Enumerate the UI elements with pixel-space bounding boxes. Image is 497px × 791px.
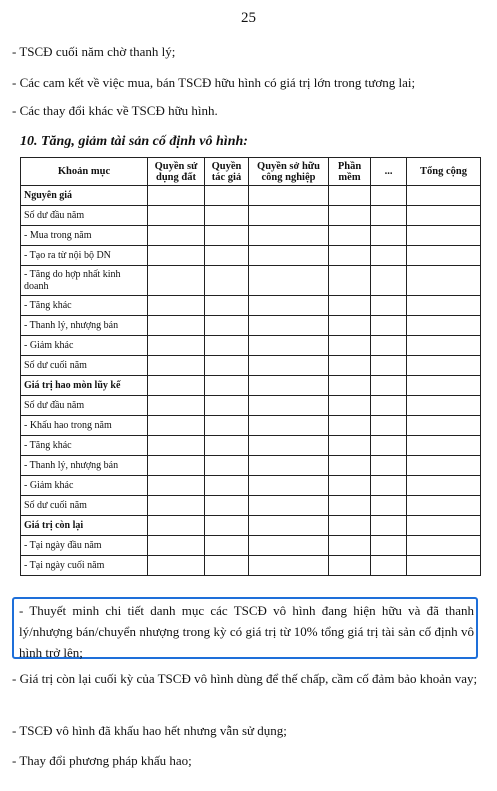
table-cell: [371, 556, 407, 576]
table-cell: [249, 476, 329, 496]
table-cell: [371, 356, 407, 376]
table-cell: [371, 266, 407, 296]
intro-item-3: - Các thay đổi khác về TSCĐ hữu hình.: [12, 103, 218, 118]
table-cell: [249, 516, 329, 536]
table-cell: [329, 536, 371, 556]
table-cell: [205, 296, 249, 316]
table-cell: [407, 556, 481, 576]
table-cell: [249, 536, 329, 556]
table-cell: [371, 226, 407, 246]
table-cell: [205, 456, 249, 476]
table-cell: [371, 476, 407, 496]
table-cell: [371, 536, 407, 556]
table-cell: [205, 336, 249, 356]
table-cell: [205, 206, 249, 226]
table-cell: [371, 296, 407, 316]
table-cell: [148, 376, 205, 396]
header-cell: Quyền sở hữu công nghiệp: [249, 158, 329, 186]
table-row: [21, 356, 481, 376]
table-row: [21, 246, 481, 266]
table-cell: [329, 376, 371, 396]
row-group-label: Nguyên giá: [21, 186, 148, 206]
table-cell: [407, 206, 481, 226]
table-cell: [205, 436, 249, 456]
section-heading: 10. Tăng, giảm tài sản cố định vô hình:: [20, 134, 248, 149]
row-label: - Tăng khác: [21, 436, 148, 456]
row-label: - Tại ngày cuối năm: [21, 556, 148, 576]
table-cell: [371, 416, 407, 436]
table-cell: [329, 336, 371, 356]
row-label: - Khấu hao trong năm: [21, 416, 148, 436]
row-label: - Mua trong năm: [21, 226, 148, 246]
page-number: 25: [241, 10, 256, 26]
table-row: [21, 226, 481, 246]
table-cell: [371, 516, 407, 536]
table-cell: [371, 316, 407, 336]
table-cell: [329, 246, 371, 266]
table-cell: [205, 556, 249, 576]
table-cell: [205, 356, 249, 376]
table-row: [21, 396, 481, 416]
table-cell: [205, 496, 249, 516]
table-cell: [371, 206, 407, 226]
table-cell: [329, 316, 371, 336]
table-row: [21, 206, 481, 226]
table-cell: [407, 316, 481, 336]
table-cell: [407, 536, 481, 556]
table-row: [21, 316, 481, 336]
table-cell: [407, 456, 481, 476]
table-cell: [148, 476, 205, 496]
table-cell: [148, 356, 205, 376]
table-cell: [148, 226, 205, 246]
header-cell: Phần mềm: [329, 158, 371, 186]
table-row: [21, 436, 481, 456]
table-cell: [371, 436, 407, 456]
row-group-label: Giá trị còn lại: [21, 516, 148, 536]
table-cell: [148, 266, 205, 296]
table-cell: [249, 416, 329, 436]
table-cell: [249, 456, 329, 476]
table-cell: [329, 496, 371, 516]
table-cell: [205, 246, 249, 266]
header-cell: ...: [371, 158, 407, 186]
table-cell: [407, 266, 481, 296]
intangible-assets-table: [20, 157, 481, 576]
table-cell: [148, 416, 205, 436]
table-cell: [329, 436, 371, 456]
table-cell: [148, 316, 205, 336]
table-row: [21, 416, 481, 436]
table-cell: [249, 226, 329, 246]
table-cell: [249, 396, 329, 416]
table-cell: [329, 186, 371, 206]
intro-item-2: - Các cam kết về việc mua, bán TSCĐ hữu hình có giá trị lớn trong tương lai;: [12, 75, 416, 90]
table-cell: [148, 536, 205, 556]
table-row: [21, 516, 481, 536]
table-cell: [407, 246, 481, 266]
table-cell: [205, 186, 249, 206]
table-header-row: [21, 158, 481, 186]
row-label: Số dư cuối năm: [21, 496, 148, 516]
table-cell: [249, 376, 329, 396]
header-cell: Quyền sử dụng đất: [148, 158, 205, 186]
row-label: - Tăng khác: [21, 296, 148, 316]
table-cell: [205, 316, 249, 336]
table-row: [21, 296, 481, 316]
table-row: [21, 266, 481, 296]
header-cell: Tổng cộng: [407, 158, 481, 186]
row-label: - Giảm khác: [21, 336, 148, 356]
table-cell: [371, 246, 407, 266]
table-cell: [249, 246, 329, 266]
table-row: [21, 336, 481, 356]
table-cell: [329, 266, 371, 296]
table-cell: [205, 266, 249, 296]
table-row: [21, 476, 481, 496]
table-cell: [205, 516, 249, 536]
table-row: [21, 456, 481, 476]
table-cell: [205, 226, 249, 246]
table-cell: [407, 336, 481, 356]
table-cell: [249, 436, 329, 456]
table-cell: [407, 396, 481, 416]
table-cell: [329, 456, 371, 476]
table-cell: [148, 186, 205, 206]
table-row: [21, 536, 481, 556]
table-cell: [329, 396, 371, 416]
table-cell: [205, 416, 249, 436]
table-cell: [371, 376, 407, 396]
table-row: [21, 186, 481, 206]
table-cell: [148, 336, 205, 356]
table-body: [21, 186, 481, 576]
table-cell: [249, 206, 329, 226]
table-cell: [407, 476, 481, 496]
table-cell: [407, 296, 481, 316]
table-cell: [329, 416, 371, 436]
table-cell: [249, 316, 329, 336]
table-cell: [407, 226, 481, 246]
closing-item-3: - Thay đổi phương pháp khấu hao;: [12, 753, 192, 768]
row-label: Số dư cuối năm: [21, 356, 148, 376]
table-cell: [205, 376, 249, 396]
table-cell: [205, 476, 249, 496]
row-label: - Tăng do hợp nhất kinh doanh: [21, 266, 148, 296]
table-row: [21, 556, 481, 576]
table-cell: [148, 206, 205, 226]
header-cell: Quyền tác giả: [205, 158, 249, 186]
table-cell: [249, 266, 329, 296]
row-label: - Tại ngày đầu năm: [21, 536, 148, 556]
table-cell: [407, 356, 481, 376]
row-label: - Thanh lý, nhượng bán: [21, 316, 148, 336]
table-cell: [148, 556, 205, 576]
highlighted-note: - Thuyết minh chi tiết danh mục các TSCĐ vô hình đang hiện hữu và đã thanh lý/nhượng bán/chuyển nhượng trong kỳ có giá trị từ 10% tổng giá trị tài sản cố định vô hình trở lên;: [19, 603, 474, 660]
table-cell: [371, 496, 407, 516]
table-cell: [407, 496, 481, 516]
table-cell: [249, 556, 329, 576]
table-cell: [148, 246, 205, 266]
table-cell: [329, 296, 371, 316]
row-label: - Giảm khác: [21, 476, 148, 496]
table-row: [21, 496, 481, 516]
table-cell: [371, 456, 407, 476]
row-label: Số dư đầu năm: [21, 206, 148, 226]
table-cell: [148, 396, 205, 416]
table-cell: [371, 396, 407, 416]
table-cell: [407, 376, 481, 396]
table-cell: [249, 296, 329, 316]
table-cell: [205, 536, 249, 556]
table-cell: [407, 516, 481, 536]
table-cell: [148, 456, 205, 476]
table-cell: [205, 396, 249, 416]
row-group-label: Giá trị hao mòn lũy kế: [21, 376, 148, 396]
table-cell: [148, 436, 205, 456]
table-cell: [371, 186, 407, 206]
table-cell: [148, 496, 205, 516]
table-cell: [407, 186, 481, 206]
table-cell: [329, 206, 371, 226]
table-cell: [249, 336, 329, 356]
intro-item-1: - TSCĐ cuối năm chờ thanh lý;: [12, 44, 176, 59]
table-cell: [148, 296, 205, 316]
table-cell: [329, 356, 371, 376]
row-label: - Thanh lý, nhượng bán: [21, 456, 148, 476]
table-cell: [371, 336, 407, 356]
table-cell: [329, 476, 371, 496]
table-cell: [407, 436, 481, 456]
table-cell: [329, 226, 371, 246]
header-cell: Khoản mục: [21, 158, 148, 186]
table-cell: [329, 556, 371, 576]
closing-item-2: - TSCĐ vô hình đã khấu hao hết nhưng vẫn sử dụng;: [12, 723, 287, 738]
row-label: - Tạo ra từ nội bộ DN: [21, 246, 148, 266]
table-cell: [249, 356, 329, 376]
table-cell: [249, 186, 329, 206]
row-label: Số dư đầu năm: [21, 396, 148, 416]
table-cell: [148, 516, 205, 536]
table-cell: [329, 516, 371, 536]
closing-item-1: - Giá trị còn lại cuối kỳ của TSCĐ vô hình dùng để thế chấp, cầm cố đảm bảo khoản vay;: [12, 671, 478, 686]
table-cell: [249, 496, 329, 516]
table-cell: [407, 416, 481, 436]
table-row: [21, 376, 481, 396]
